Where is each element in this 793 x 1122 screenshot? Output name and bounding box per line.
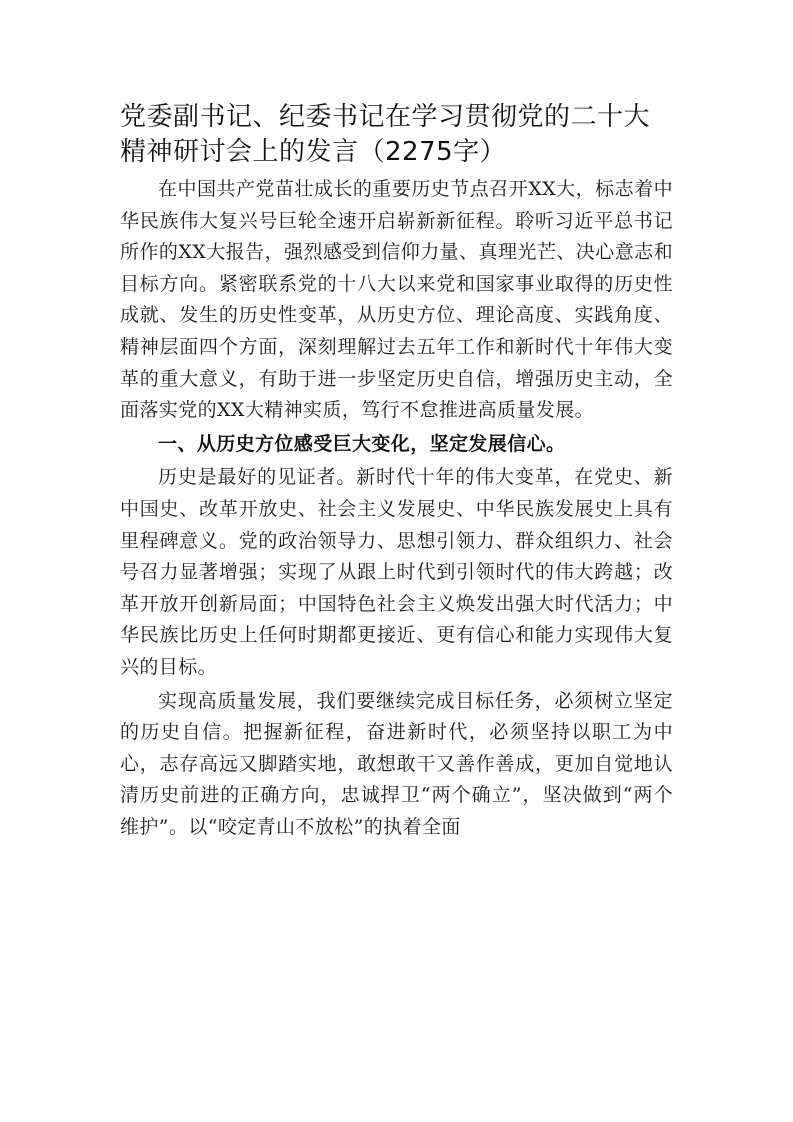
section-paragraph-2: 实现高质量发展，我们要继续完成目标任务，必须树立坚定的历史自信。把握新征程，奋进新时代，必须坚持以职工为中心，志存高远又脚踏实地，敢想敢干又善作善成，更加自觉地认清历史前进的正确方向，忠诚捍卫“两个确立”，坚决做到“两个维护”。以“咬定青山不放松”的执着全面: [120, 689, 673, 838]
section-heading: 一、从历史方位感受巨大变化，坚定发展信心。: [158, 432, 566, 455]
document-title: 党委副书记、纪委书记在学习贯彻党的二十大精神研讨会上的发言（2275字）: [120, 102, 651, 167]
document-page: [120, 100, 673, 843]
intro-paragraph: 在中国共产党苗壮成长的重要历史节点召开XX大，标志着中华民族伟大复兴号巨轮全速开启崭新新征程。聆听习近平总书记所作的XX大报告，强烈感受到信仰力量、真理光芒、决心意志和目标方向。紧密联系党的十八大以来党和国家事业取得的历史性成就、发生的历史性变革，从历史方位、理论高度、实践角度、精神层面四个方面，深刻理解过去五年工作和新时代十年伟大变革的重大意义，有助于进一步坚定历史自信，增强历史主动，全面落实党的XX大精神实质，笃行不怠推进高质量发展。: [120, 178, 673, 422]
section-paragraph-1: 历史是最好的见证者。新时代十年的伟大变革，在党史、新中国史、改革开放史、社会主义发展史、中华民族发展史上具有里程碑意义。党的政治领导力、思想引领力、群众组织力、社会号召力显著增强；实现了从跟上时代到引领时代的伟大跨越；改革开放开创新局面；中国特色社会主义焕发出强大时代活力；中华民族比历史上任何时期都更接近、更有信心和能力实现伟大复兴的目标。: [120, 466, 673, 678]
